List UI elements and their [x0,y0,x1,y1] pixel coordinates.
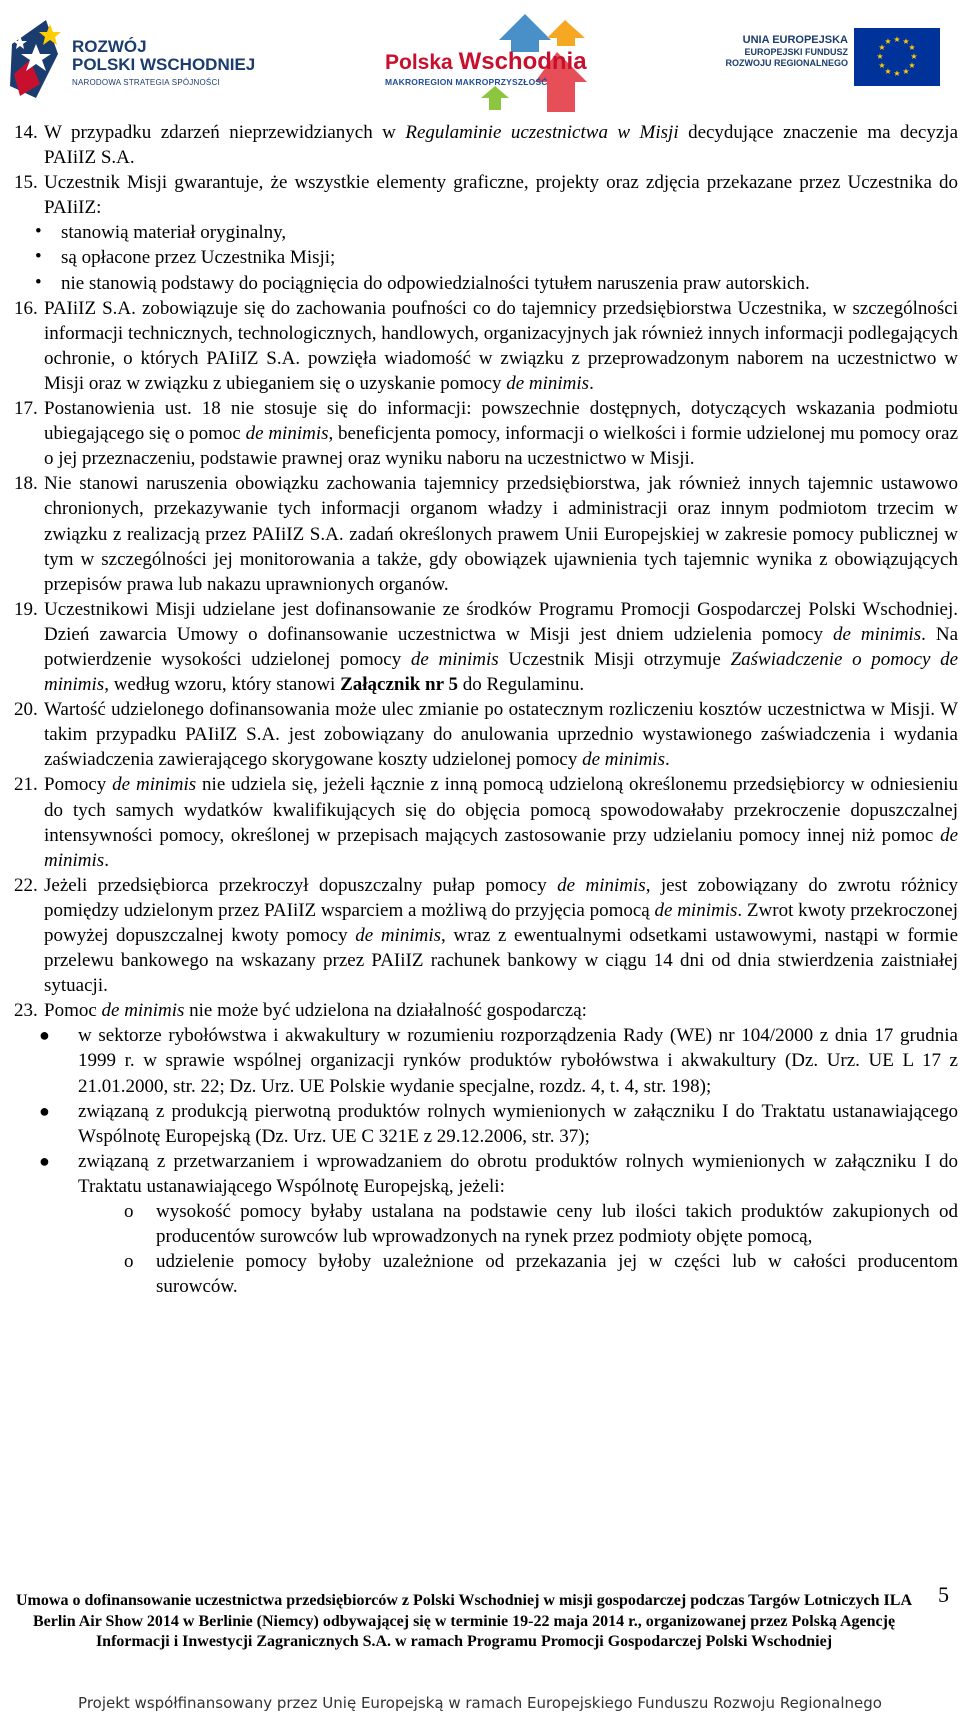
list-item [14,1023,958,1098]
bullet-icon: ● [39,1150,50,1171]
svg-text:★: ★ [878,61,886,70]
text-run: do Regulaminu. [457,674,585,696]
svg-text:★: ★ [876,52,884,61]
text-run: , wraz z ewentualnymi odsetkami ustawowymi, nastąpi w formie przelewu bankowego na wskazany przez PAIiIZ rachunek bankowy w ciągu 14 dni od dnia stwierdzenia zaistniałej sytuacji. [44,925,959,997]
text-run: nie udziela się, jeżeli łącznie z inną pomocą udzieloną określonemu przedsiębiorcy w odniesieniu do tych samych wydatków kwalifikujących się do objęcia pomocą spowodowałaby przekroczenie dopuszczalnej intensywności pomocy, określonej w przepisach mających zastosowanie przy udzielaniu pomocy innej niż pomoc [44,774,958,846]
text-italic: de minimis [44,824,958,871]
document-body [14,120,958,1299]
text-run: nie może być udzielona na działalność gospodarczą: [184,1000,587,1022]
text-run: , według wzoru, który stanowi [104,674,341,696]
svg-text:★: ★ [884,67,892,76]
paragraph-number: 17. [14,398,38,420]
list-item-text: w sektorze rybołówstwa i akwakultury w rozumieniu rozporządzenia Rady (WE) nr 104/2000 z dnia 17 grudnia 1999 r. w sprawie wspólnej organizacji rynków produktów rybołówstwa i akwakultury (Dz. Urz. UE L 17 z 21.01.2000, str. 22; Dz. Urz. UE Polskie wydanie specjalne, rozdz. 4, t. 4, str. 198); [78,1025,958,1097]
paragraph-number: 20. [14,699,38,721]
bullet-icon: ● [39,1100,50,1121]
logo-right-line1: UNIA EUROPEJSKA [742,34,848,46]
footer-agreement-note: Umowa o dofinansowanie uczestnictwa przedsiębiorców z Polski Wschodniej w misji gospodarczej podczas Targów Lotniczych ILA Berlin Air Show 2014 w Berlinie (Niemcy) odbywającej się w terminie 19-22 maja 2014 r., organizowanej przez Polską Agencję Informacji i Inwestycji Zagranicznych S.A. w ramach Programu Promocji Gospodarczej Polski Wschodniej [16,1592,912,1650]
paragraph-number: 18. [14,473,38,495]
paragraph-number: 19. [14,598,38,620]
svg-text:★: ★ [910,52,918,61]
text-italic: de minimis [355,925,442,946]
text-italic: Zaświadczenie o pomocy de minimis [44,648,959,696]
svg-text:★: ★ [902,67,910,76]
text-run: . [664,749,670,771]
text-run: . [589,372,594,394]
paragraph-number: 14. [14,122,38,143]
logo-right-line2: EUROPEJSKI FUNDUSZ [744,47,848,57]
text-run: Uczestnikowi Misji udzielane jest dofinansowanie ze środków Programu Promocji Gospodarczej Polski Wschodniej. Dzień zawarcia Umowy o dofinansowanie uczestnictwa w Misji jest dniem udzielenia pomocy [44,598,958,645]
logo-mid-title [385,50,587,75]
sub-list-item [14,1199,958,1249]
text-run: . Zwrot kwoty przekroczonej powyżej dopuszczalnej kwoty pomocy [44,899,958,946]
bullet-icon: ● [39,1025,50,1046]
paragraph-16 [14,296,958,396]
paragraph-number: 22. [14,874,38,896]
page-number: 5 [938,1582,949,1607]
svg-text:★: ★ [908,61,916,70]
eu-efrr-logo [684,28,944,92]
header-logos [0,0,960,118]
text-run: Uczestnik Misji otrzymuje [498,648,731,670]
svg-text:★: ★ [893,69,901,78]
svg-text:★: ★ [893,35,901,44]
text-italic: de minimis [582,749,665,771]
nss-star-logo-icon [6,14,70,100]
paragraph-number: 16. [14,297,38,319]
list-item [14,1099,958,1149]
paragraph-14 [14,120,958,170]
list-item-text: związaną z produkcją pierwotną produktów rolnych wymienionych w załączniku I do Traktatu ustanawiającego Wspólnotę Europejską (Dz. Urz. UE C 321E z 29.12.2006, str. 37); [78,1100,958,1147]
paragraph-21 [14,772,958,872]
text-run: Jeżeli przedsiębiorca przekroczył dopuszczalny pułap pomocy [44,874,558,896]
bullet-icon: • [35,271,42,293]
list-item-text: nie stanowią podstawy do pociągnięcia do odpowiedzialności tytułem naruszenia praw autorskich. [61,272,810,294]
text-run: PAIiIZ S.A. zobowiązuje się do zachowania poufności co do tajemnicy przedsiębiorstwa Uczestnika, w szczególności informacji technicznych, technologicznych, handlowych, organizacyjnych jak również innych informacji podlegających ochronie, o których PAIiIZ S.A. powzięła wiadomość w związku z przeprowadzonym naborem na uczestnictwo w Misji oraz w związku z ubieganiem się o uzyskanie pomocy [44,297,958,394]
paragraph-23 [14,998,958,1023]
text-run: . Na potwierdzenie wysokości udzielonej pomocy [44,623,959,670]
text-run: Postanowienia ust. 18 nie stosuje się do informacji: powszechnie dostępnych, dotyczących wskazania podmiotu ubiegającego się o pomoc [44,398,958,445]
sub-list-item-text: udzielenie pomocy byłoby uzależnione od przekazania jej w części lub w całości producentom surowców. [156,1251,958,1298]
paragraph-number: 21. [14,774,38,796]
text-italic: de minimis [506,372,590,394]
text-italic: de minimis [410,648,499,670]
list-item [14,271,958,296]
paragraph-18 [14,471,958,596]
eu-flag-icon [854,28,940,86]
text-run: Pomoc [44,1000,102,1022]
bullet-icon: • [35,246,42,268]
bullet-icon: • [35,221,42,243]
list-item-text: są opłacone przez Uczestnika Misji; [61,247,336,269]
paragraph-22 [14,873,958,998]
paragraph-number: 15. [14,172,38,194]
text-italic: de minimis [833,623,922,645]
svg-text:★: ★ [902,37,910,46]
rozwoj-polski-wschodniej-logo [6,14,296,106]
logo-left-line2: POLSKI WSCHODNIEJ [72,55,256,74]
paragraph-17 [14,396,958,471]
list-item [14,220,958,245]
text-run: . [104,849,109,871]
svg-text:★: ★ [884,37,892,46]
svg-text:★: ★ [878,43,886,52]
logo-mid-word1: Polska [385,51,453,74]
text-run: Nie stanowi naruszenia obowiązku zachowania tajemnicy przedsiębiorstwa, jak również innych tajemnic ustawowo chronionych, przekazywanie tych informacji organom władzy i administracji oraz innym podmiotom trzecim w związku z realizacją przez PAIiIZ S.A. zadań określonych prawem Unii Europejskiej w zakresie pomocy publicznej w tym w szczególności jej monitorowania a także, gdy obowiązek ujawnienia tych tajemnic wynika z obowiązujących przepisów prawa lub nakazu uprawnionych organów. [44,473,958,595]
text-italic: de minimis [101,1000,185,1022]
text-run: W przypadku zdarzeń nieprzewidzianych w [44,122,406,143]
text-run: , jest zobowiązany do zwrotu różnicy pomiędzy udzielonym przez PAIiIZ wsparciem a możliwą do przyjęcia pomocą [44,874,958,921]
text-italic: de minimis [245,423,329,445]
text-run: , beneficjenta pomocy, informacji o wielkości i formie udzielonej mu pomocy oraz o jej przeznaczeniu, podstawie prawnej oraz wyniku naboru na uczestnictwo w Misji. [44,423,958,470]
text-italic: Regulaminie uczestnictwa w Misji [405,122,679,143]
list-item-text: stanowią materiał oryginalny, [61,222,287,244]
text-italic: de minimis [654,899,738,921]
paragraph-19 [14,597,958,697]
text-bold: Załącznik nr 5 [340,674,458,696]
circle-bullet-icon: o [124,1251,134,1273]
logo-mid-word2: Wschodnia [458,48,587,75]
list-item-text: związaną z przetwarzaniem i wprowadzaniem do obrotu produktów rolnych wymienionych w załączniku I do Traktatu ustanawiającego Wspólnotę Europejską, jeżeli: [78,1150,958,1197]
svg-text:★: ★ [908,43,916,52]
list-item [14,1149,958,1199]
circle-bullet-icon: o [124,1201,134,1223]
sub-list-item-text: wysokość pomocy byłaby ustalana na podstawie ceny lub ilości takich produktów zakupionych od producentów surowców lub wprowadzonych na rynek przez podmioty objęte pomocą, [156,1201,958,1248]
footer-cofinancing-line: Projekt współfinansowany przez Unię Europejską w ramach Europejskiego Funduszu Rozwoju Regionalnego [78,1694,882,1712]
logo-left-line1: ROZWÓJ [72,37,147,56]
paragraph-20 [14,697,958,772]
sub-list-item [14,1249,958,1299]
logo-right-line3: ROZWOJU REGIONALNEGO [725,58,848,68]
list-item [14,245,958,270]
logo-left-line3: NARODOWA STRATEGIA SPÓJNOŚCI [72,78,220,87]
text-italic: de minimis [557,874,646,896]
text-italic: de minimis [112,774,197,796]
polska-wschodnia-logo [375,12,625,112]
text-run: Uczestnik Misji gwarantuje, że wszystkie elementy graficzne, projekty oraz zdjęcia przekazane przez Uczestnika do PAIiIZ: [44,172,958,219]
paragraph-15 [14,170,958,220]
logo-mid-tagline: MAKROREGION MAKROPRZYSZŁOŚĆ [385,77,548,87]
text-run: Pomocy [44,774,113,796]
text-run: decydujące znaczenie ma decyzja PAIiIZ S.A. [44,122,958,169]
paragraph-number: 23. [14,1000,38,1022]
text-run: Wartość udzielonego dofinansowania może ulec zmianie po ostatecznym rozliczeniu kosztów uczestnictwa w Misji. W takim przypadku PAIiIZ S.A. jest zobowiązany do anulowania uprzednio wystawionego zaświadczenia i wydania zaświadczenia zawierającego skorygowane koszty udzielonej pomocy [44,699,958,771]
